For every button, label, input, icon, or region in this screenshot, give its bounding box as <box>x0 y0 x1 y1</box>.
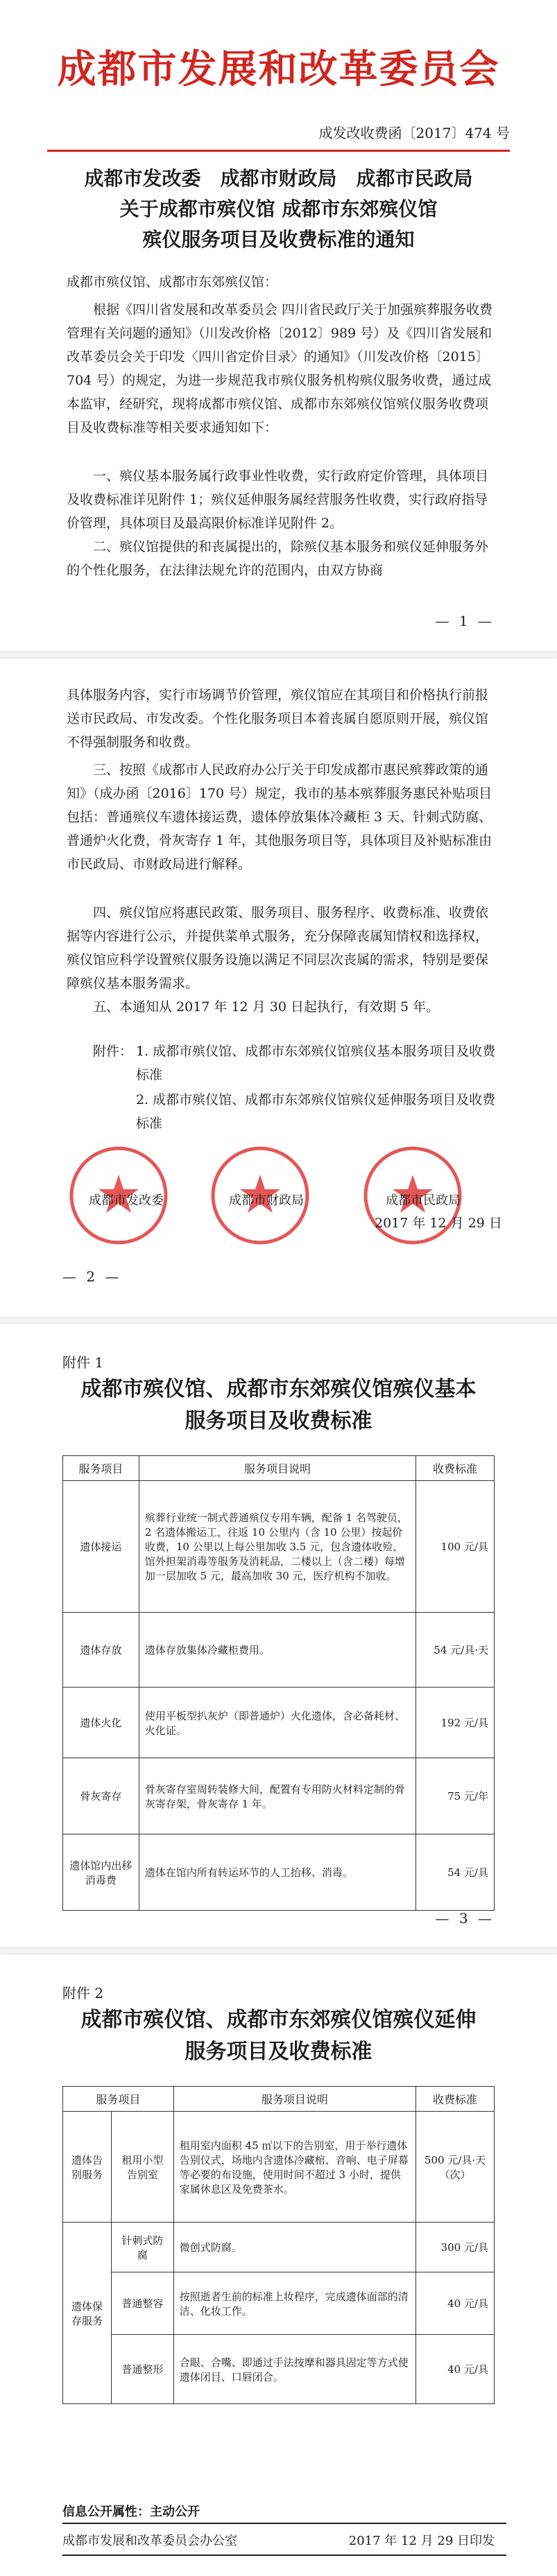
annex-title <box>0 2004 557 2068</box>
fee-cell: 300 元/具 <box>416 2223 495 2272</box>
desc-cell: 按照逝者生前的标准上妆程序，完成遗体面部的清洁、化妆工作。 <box>173 2272 415 2335</box>
paragraph: 一、殡仪基本服务属行政事业性收费，实行政府定价管理，具体项目及收费标准详见附件 1；殡仪延伸服务属经营服务性收费，实行政府指导价管理，具体项目及最高限价标准详见附件 2。 <box>67 468 489 531</box>
desc-cell: 殡葬行业统一制式普通殡仪专用车辆，配备 1 名驾驶员，2 名遗体搬运工，往返 10 公里内（含 10 公里）按起价收费，10 公里以上每公里加收 3.5 元，包含遗体收殓、馆外担架消毒等服务及消耗品，二楼以上（含二楼）每增加一层加收 5 元，最高加收 30 元，医疗机构不加收。 <box>139 1481 415 1613</box>
item-cell: 遗体馆内出移消毒费 <box>63 1834 139 1911</box>
basic-service-table <box>62 1455 495 1911</box>
page-number: — 1 — <box>435 613 495 629</box>
notice-title <box>0 164 557 255</box>
paragraph: 二、殡仪馆提供的和丧属提出的，除殡仪基本服务和殡仪延伸服务外的个性化服务，在法律法规允许的范围内，由双方协商 <box>67 539 489 578</box>
fee-cell: 192 元/具 <box>416 1688 495 1758</box>
desc-cell: 遗体存放集体冷藏柜费用。 <box>139 1613 415 1688</box>
signer-finance: 成都市财政局 <box>229 1193 304 1208</box>
page-number: — 3 — <box>435 1910 495 1927</box>
item-cell: 遗体火化 <box>63 1688 139 1758</box>
footer-rule <box>62 2555 506 2556</box>
header-cell: 服务项目说明 <box>139 1456 415 1481</box>
item-cell: 骨灰寄存 <box>63 1758 139 1834</box>
attachment-item: 1. 成都市殡仪馆、成都市东郊殡仪馆殡仪基本服务项目及收费标准 <box>136 1044 496 1083</box>
header-cell: 收费标准 <box>416 2087 495 2112</box>
table-row <box>63 2223 495 2272</box>
title-line: 服务项目及收费标准 <box>185 1409 372 1433</box>
fee-cell: 100 元/具 <box>416 1481 495 1613</box>
item-cell: 遗体接运 <box>63 1481 139 1613</box>
annex-title <box>0 1374 557 1437</box>
attachment-item: 2. 成都市殡仪馆、成都市东郊殡仪馆殡仪延伸服务项目及收费标准 <box>136 1092 496 1131</box>
annex-label: 附件 1 <box>62 1354 104 1371</box>
desc-cell: 微创式防腐。 <box>173 2223 415 2272</box>
issue-date: 2017 年 12 月 29 日 <box>375 1216 502 1231</box>
title-line: 成都市发改委 成都市财政局 成都市民政局 <box>84 167 473 190</box>
page-number: — 2 — <box>62 1268 122 1285</box>
title-line: 服务项目及收费标准 <box>185 2040 372 2064</box>
item-cell: 租用小型告别室 <box>111 2112 173 2223</box>
annex-label: 附件 2 <box>62 1985 104 2001</box>
page-1 <box>0 0 557 651</box>
table-header-row <box>63 1456 495 1481</box>
red-divider <box>47 150 510 152</box>
paragraph: 具体服务内容，实行市场调节价管理，殡仪馆应在其项目和价格执行前报送市民政局、市发改委。个性化服务项目本着丧属自愿原则开展，殡仪馆不得强制服务和收费。 <box>67 687 489 750</box>
table-header-row <box>63 2087 495 2112</box>
paragraph: 四、殡仪馆应将惠民政策、服务项目、服务程序、收费标准、收费依据等内容进行公示，并提供菜单式服务，充分保障丧属知情权和选择权，殡仪馆应科学设置殡仪服务设施以满足不同层次丧属的需求，特别是要保障殡仪基本服务需求。 <box>67 905 489 991</box>
paragraph: 三、按照《成都市人民政府办公厅关于印发成都市惠民殡葬政策的通知》（成办函〔2016〕170 号）规定，我市的基本殡葬服务惠民补贴项目包括：普通殡仪车遗体接运费，遗体停放集体冷藏柜 3 天、针刺式防腐、普通炉火化费，骨灰寄存 1 年，其他服务项目等，具体项目及补贴标准由市民政局、市财政局进行解释。 <box>67 762 492 872</box>
fee-cell: 40 元/具 <box>416 2272 495 2335</box>
title-line: 殡仪服务项目及收费标准的通知 <box>142 228 415 251</box>
desc-cell: 遗体在馆内所有转运环节的人工抬移、消毒。 <box>139 1834 415 1911</box>
desc-cell: 合眼、合嘴、即通过手法按摩和器具固定等方式使遗体闭目、口唇闭合。 <box>173 2335 415 2404</box>
table-row <box>63 1758 495 1834</box>
red-header: 成都市发展和改革委员会 <box>57 46 500 92</box>
fee-cell: 54 元/具 <box>416 1834 495 1911</box>
table-row <box>63 2112 495 2223</box>
header-cell: 服务项目说明 <box>173 2087 415 2112</box>
desc-cell: 骨灰寄存室周转装修大间，配置有专用防火材料定制的骨灰寄存架，骨灰寄存 1 年。 <box>139 1758 415 1834</box>
addressee: 成都市殡仪馆、成都市东郊殡仪馆： <box>67 274 278 290</box>
desc-cell: 租用室内面积 45 ㎡以下的告别室，用于举行遗体告别仪式，场地内含遗体冷藏棺、音响、电子屏幕等必要的布设施，使用时间不超过 3 小时，提供家属休息区及免费茶水。 <box>173 2112 415 2223</box>
fee-cell: 500 元/具·天（次） <box>416 2112 495 2223</box>
table-row <box>63 1613 495 1688</box>
paragraph: 根据《四川省发展和改革委员会 四川省民政厅关于加强殡葬服务收费管理有关问题的通知》（川发改价格〔2012〕989 号）及《四川省发展和改革委员会关于印发〈四川省定价目录〉的通知》（川发改价格〔2015〕704 号）的规定，为进一步规范我市殡仪服务机构殡仪服务收费，通过成本监审，经研究，现将成都市殡仪馆、成都市东郊殡仪馆殡仪服务收费项目及收费标准等相关要求通知如下： <box>67 302 493 435</box>
header-cell: 服务项目 <box>63 2087 174 2112</box>
print-date: 2017 年 12 月 29 日印发 <box>348 2534 495 2548</box>
table-row <box>63 2272 495 2335</box>
info-disclosure: 信息公开属性：主动公开 <box>62 2505 200 2519</box>
footer-rule <box>62 2523 506 2524</box>
header-cell: 服务项目 <box>63 1456 139 1481</box>
fee-cell: 40 元/具 <box>416 2335 495 2404</box>
header-cell: 收费标准 <box>416 1456 495 1481</box>
table-row <box>63 1834 495 1911</box>
fee-cell: 54 元/具·天 <box>416 1613 495 1688</box>
title-line: 成都市殡仪馆、成都市东郊殡仪馆殡仪基本 <box>80 1377 477 1401</box>
title-line: 成都市殡仪馆、成都市东郊殡仪馆殡仪延伸 <box>80 2008 477 2032</box>
paragraph: 五、本通知从 2017 年 12 月 30 日起执行，有效期 5 年。 <box>93 999 440 1015</box>
group-cell: 遗体保存服务 <box>63 2223 112 2404</box>
fee-cell: 75 元/年 <box>416 1758 495 1834</box>
signer-ndrc: 成都市发改委 <box>89 1193 164 1208</box>
attachment-label: 附件： <box>93 1044 133 1059</box>
table-row <box>63 1688 495 1758</box>
desc-cell: 使用平板型扒灰炉（即普通炉）火化遗体，含必备耗材、火化证。 <box>139 1688 415 1758</box>
table-row <box>63 2335 495 2404</box>
group-cell: 遗体告别服务 <box>63 2112 112 2223</box>
page-3 <box>0 1324 557 1947</box>
item-cell: 遗体存放 <box>63 1613 139 1688</box>
item-cell: 普通整容 <box>111 2272 173 2335</box>
document-number: 成发改收费函〔2017〕474 号 <box>318 125 510 141</box>
item-cell: 针刺式防腐 <box>111 2223 173 2272</box>
page-2 <box>0 658 557 1317</box>
title-line: 关于成都市殡仪馆 成都市东郊殡仪馆 <box>119 198 438 220</box>
item-cell: 普通整形 <box>111 2335 173 2404</box>
extended-service-table <box>62 2086 495 2404</box>
page-4 <box>0 1954 557 2576</box>
table-row <box>63 1481 495 1613</box>
signer-civil-affairs: 成都市民政局 <box>386 1193 461 1208</box>
issuing-office: 成都市发展和改革委员会办公室 <box>62 2534 237 2548</box>
